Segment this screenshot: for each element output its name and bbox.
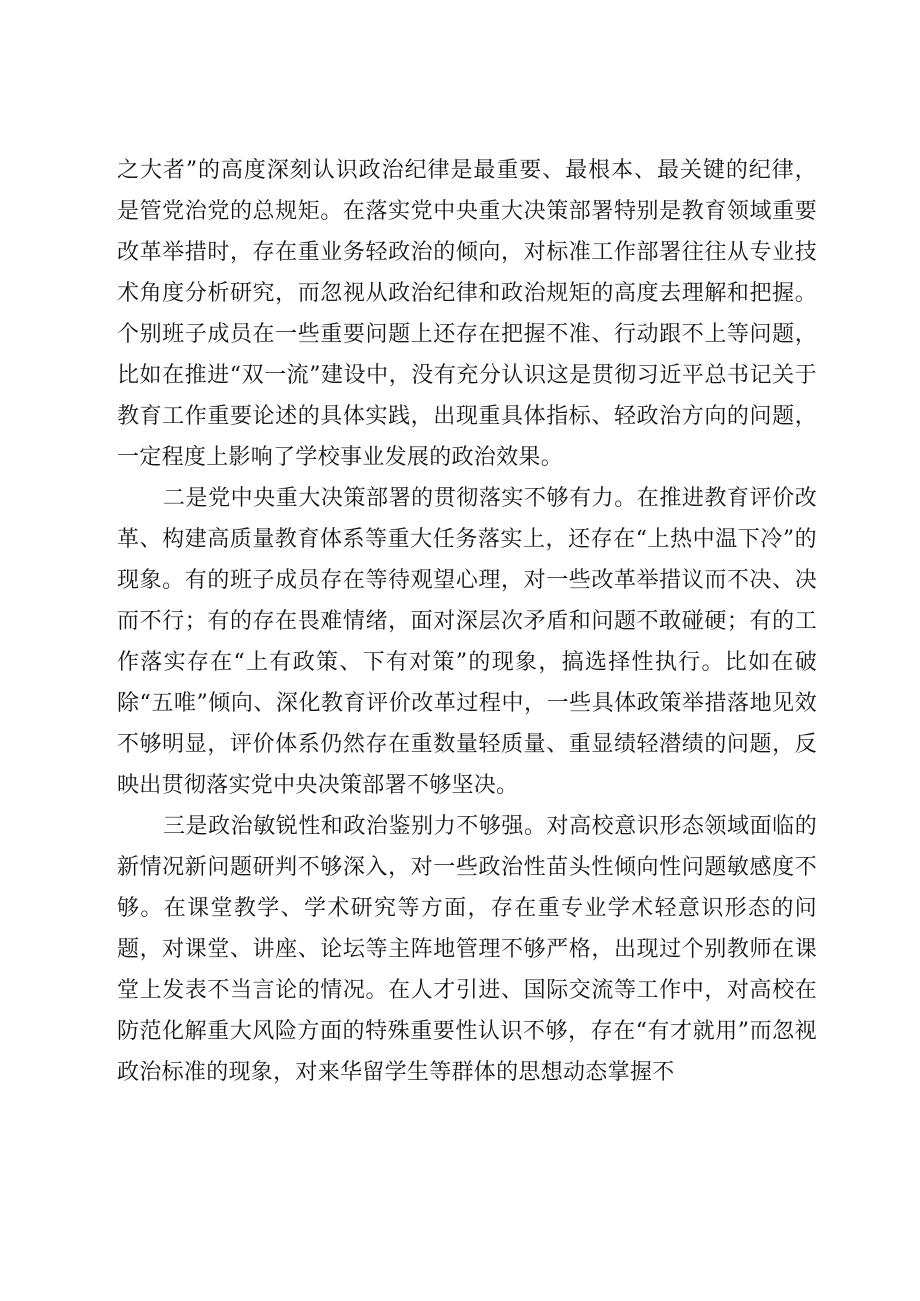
paragraph-1: 之大者”的高度深刻认识政治纪律是最重要、最根本、最关键的纪律，是管党治党的总规矩。在落实党中央重大决策部署特别是教育领域重要改革举措时，存在重业务轻政治的倾向，对标准工作部署往往从专业技术角度分析研究，而忽视从政治纪律和政治规矩的高度去理解和把握。个别班子成员在一些重要问题上还存在把握不准、行动跟不上等问题，比如在推进“双一流”建设中，没有充分认识这是贯彻习近平总书记关于教育工作重要论述的具体实践，出现重具体指标、轻政治方向的问题，一定程度上影响了学校事业发展的政治效果。 xyxy=(117,158,817,470)
document-body xyxy=(117,150,817,1093)
paragraph-3: 三是政治敏锐性和政治鉴别力不够强。对高校意识形态领域面临的新情况新问题研判不够深入，对一些政治性苗头性倾向性问题敏感度不够。在课堂教学、学术研究等方面，存在重专业学术轻意识形态的问题，对课堂、讲座、论坛等主阵地管理不够严格，出现过个别教师在课堂上发表不当言论的情况。在人才引进、国际交流等工作中，对高校在防范化解重大风险方面的特殊重要性认识不够，存在“有才就用”而忽视政治标准的现象，对来华留学生等群体的思想动态掌握不 xyxy=(117,814,817,1085)
paragraph-2: 二是党中央重大决策部署的贯彻落实不够有力。在推进教育评价改革、构建高质量教育体系等重大任务落实上，还存在“上热中温下冷”的现象。有的班子成员存在等待观望心理，对一些改革举措议而不决、决而不行；有的存在畏难情绪，面对深层次矛盾和问题不敢碰硬；有的工作落实存在“上有政策、下有对策”的现象，搞选择性执行。比如在破除“五唯”倾向、深化教育评价改革过程中，一些具体政策举措落地见效不够明显，评价体系仍然存在重数量轻质量、重显绩轻潜绩的问题，反映出贯彻落实党中央决策部署不够坚决。 xyxy=(117,486,817,798)
